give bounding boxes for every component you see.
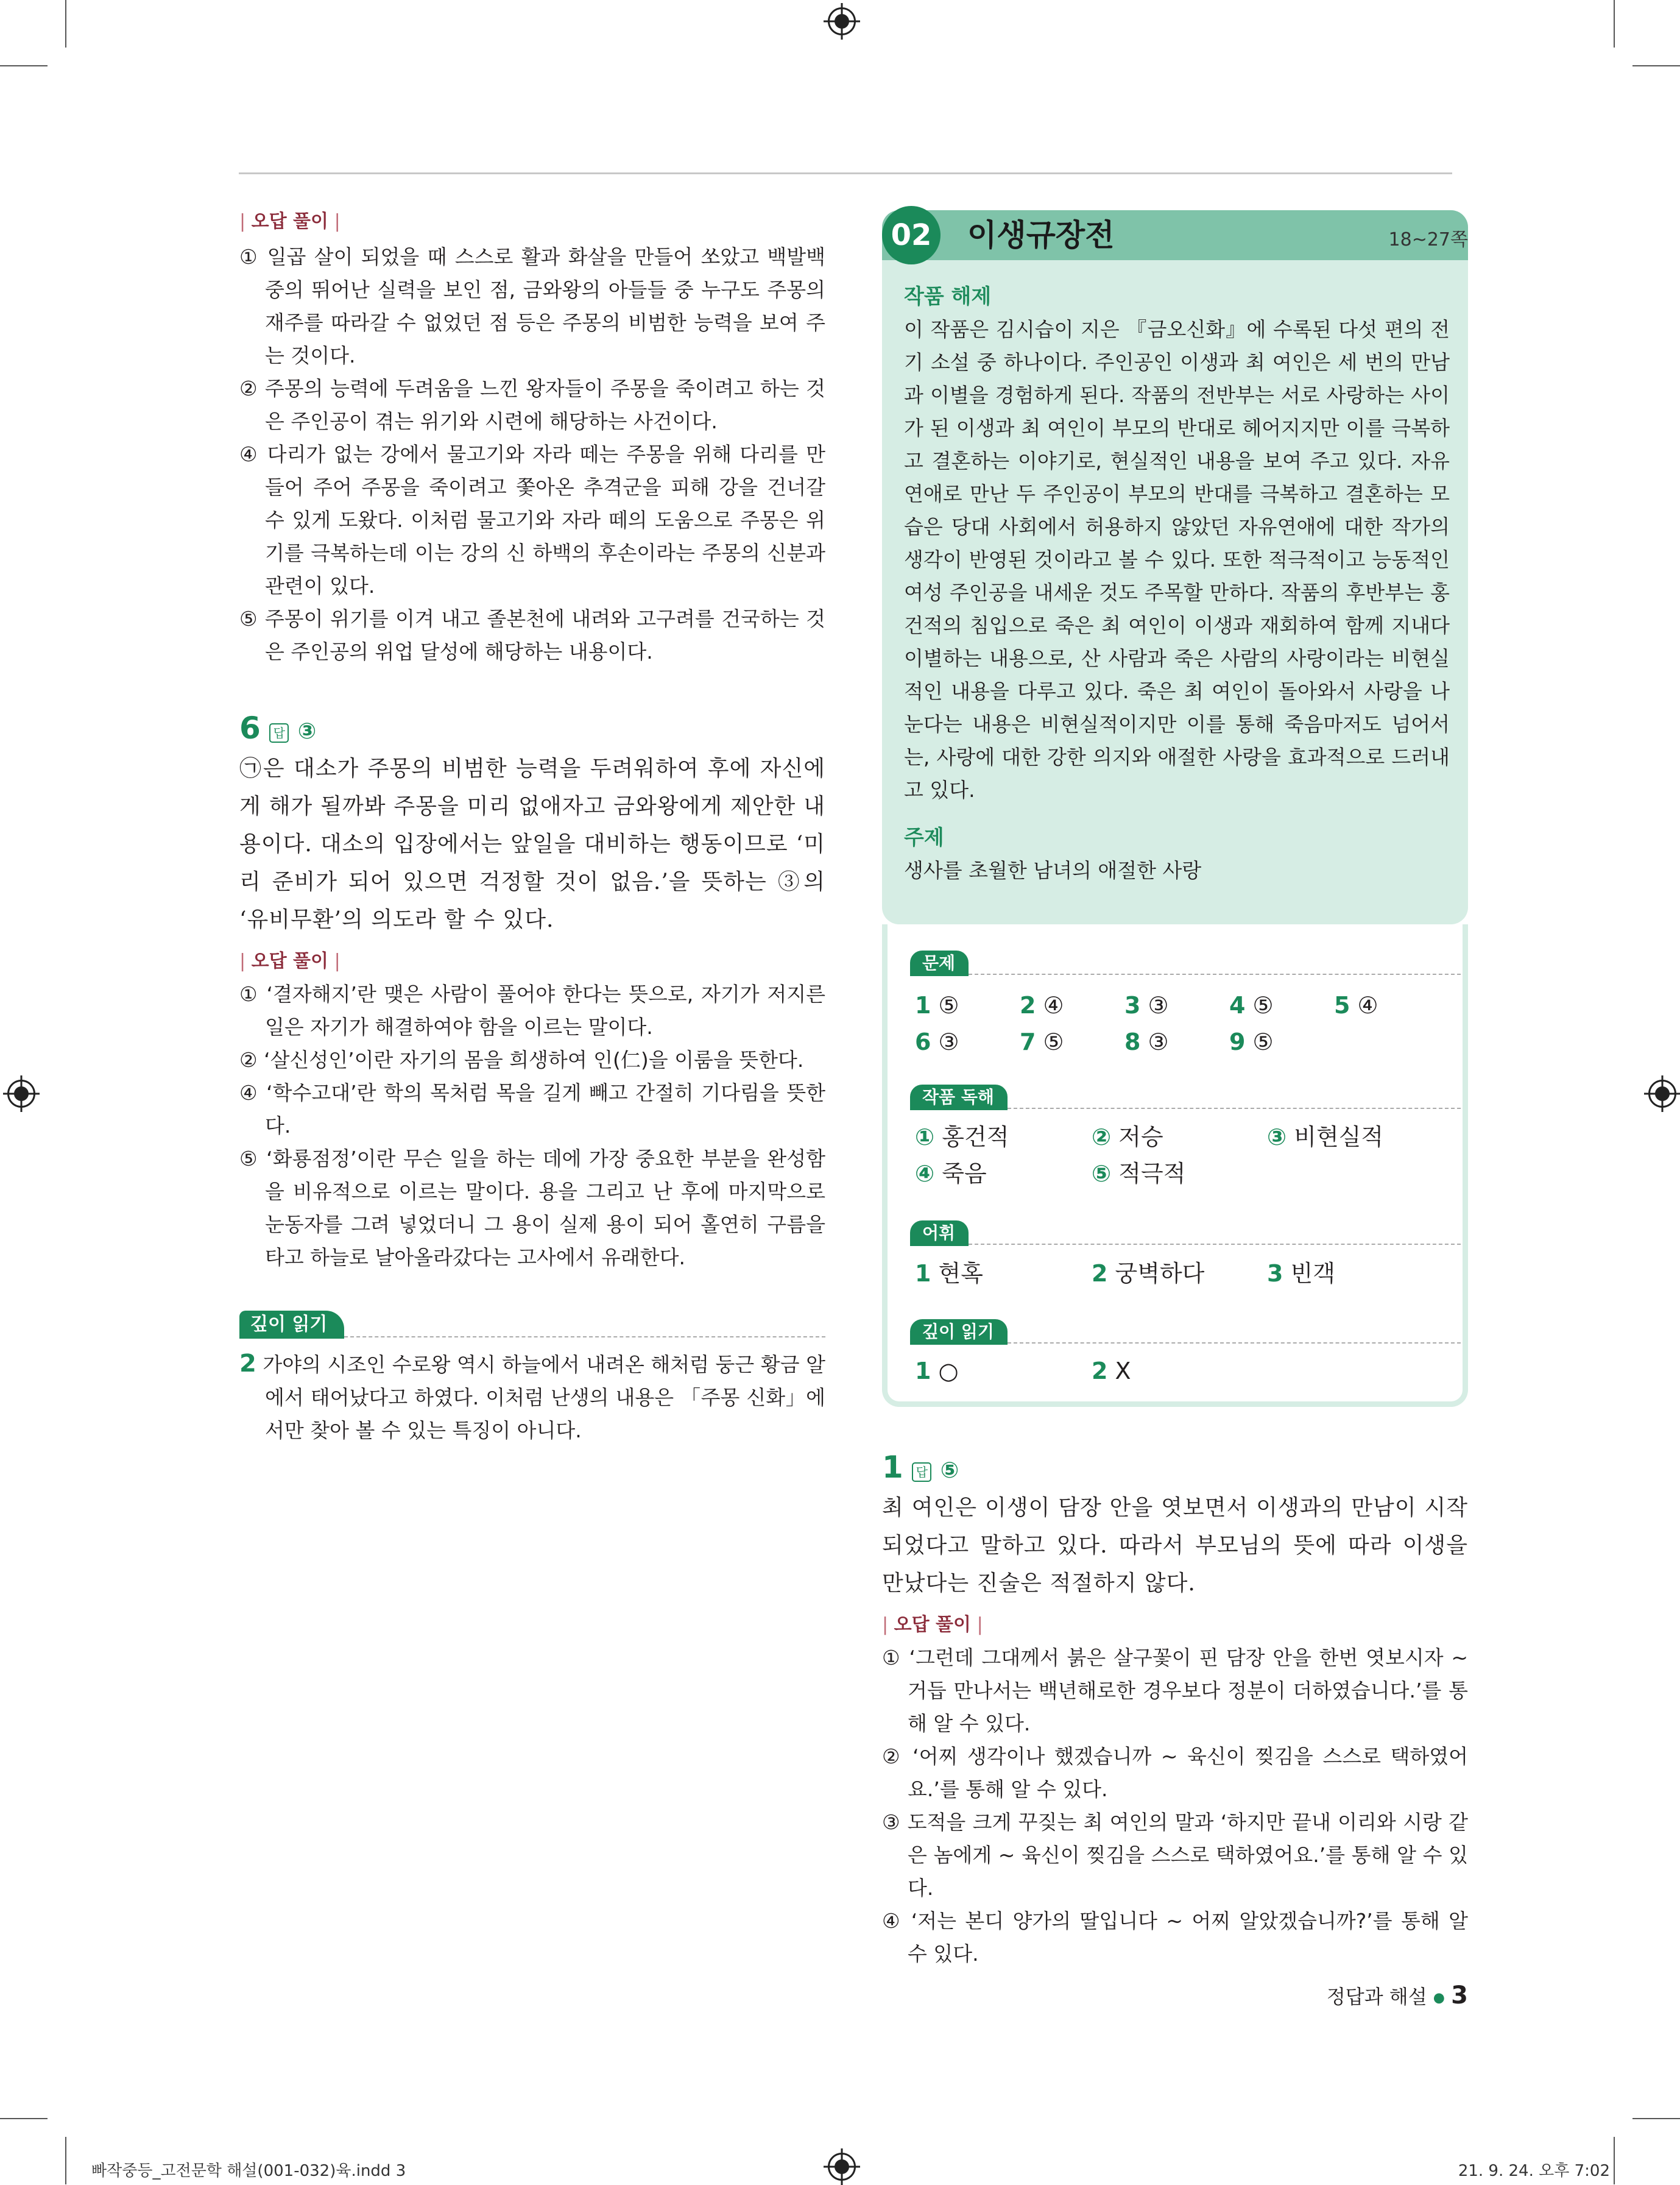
deep-reading-header xyxy=(239,1311,825,1339)
registration-mark-icon xyxy=(828,7,856,35)
list-item: ④ ‘저는 본디 양가의 딸입니다 ~ 어찌 알았겠습니까?’를 통해 알 수 있다. xyxy=(882,1909,1468,1966)
questions-header: 문제 xyxy=(910,951,1461,976)
registration-mark-icon xyxy=(828,2153,856,2181)
footer-section: 정답과 해설 xyxy=(1326,1985,1427,2008)
question-6-explanation: ㉠은 대소가 주몽의 비범한 능력을 두려워하여 후에 자신에게 해가 될까봐 주몽을 미리 없애자고 금와왕에게 제안한 내용이다. 대소의 입장에서는 앞일을 대비하는 행동이므로 ‘미리 준비가 되어 있으면 걱정할 것이 없음.’을 뜻하는 ③의 ‘유비무환’의 의도라 할 수 있다. xyxy=(239,756,825,932)
intro-section xyxy=(904,280,1450,887)
deep-header: 깊이 읽기 xyxy=(910,1319,1461,1345)
list-item: ⑤ ‘화룡점정’이란 무슨 일을 하는 데에 가장 중요한 부분을 완성함을 비유적으로 이르는 말이다. 용을 그리고 난 후에 마지막으로 눈동자를 그려 넣었더니 그 용이 실제 용이 되어 홀연히 구름을 타고 하늘로 날아올라갔다는 고사에서 유래한다. xyxy=(239,1147,825,1269)
crop-mark xyxy=(65,0,66,48)
divider xyxy=(1008,1108,1461,1109)
vocab-answers: 1 현혹 2 궁벽하다 3 빈객 xyxy=(915,1260,1335,1287)
list-item: ① ‘결자해지’란 맺은 사람이 풀어야 한다는 뜻으로, 자기가 저지른 일은 자기가 해결하여야 함을 이르는 말이다. xyxy=(239,982,825,1039)
intro-label: 작품 해제 xyxy=(904,285,992,309)
wrong-answer-tag: | 오답 풀이 | xyxy=(882,1614,983,1635)
theme-text: 생사를 초월한 남녀의 애절한 사랑 xyxy=(904,859,1202,882)
crop-mark xyxy=(0,2118,48,2119)
page-range: 18~27쪽 xyxy=(1388,229,1468,250)
list-item: ④ ‘학수고대’란 학의 목처럼 목을 길게 빼고 간절히 기다림을 뜻한다. xyxy=(239,1081,825,1138)
question-1-explanation: 최 여인은 이생이 담장 안을 엿보면서 이생과의 만남이 시작되었다고 말하고 있다. 따라서 부모님의 뜻에 따라 이생을 만났다는 진술은 적절하지 않다. xyxy=(882,1495,1468,1596)
crop-mark xyxy=(1632,2118,1680,2119)
list-item: ① ‘그런데 그대께서 붉은 살구꽃이 핀 담장 안을 한번 엿보시자 ~ 거듭 만나서는 백년해로한 경우보다 정분이 더하였습니다.’를 통해 알 수 있다. xyxy=(882,1646,1468,1735)
divider xyxy=(1008,1342,1461,1344)
divider xyxy=(969,974,1461,975)
wrong-answer-tag: | 오답 풀이 | xyxy=(239,211,341,232)
question-1-section xyxy=(882,1449,1468,1971)
print-date: 21. 9. 24. 오후 7:02 xyxy=(1458,2162,1610,2180)
header-rule xyxy=(239,172,1452,174)
registration-mark-icon xyxy=(7,1080,35,1108)
crop-mark xyxy=(1614,0,1615,48)
list-item: ② ‘살신성인’이란 자기의 몸을 희생하여 인(仁)을 이룸을 뜻한다. xyxy=(239,1048,804,1072)
page-number: 3 xyxy=(1451,1981,1468,2010)
vocab-header: 어휘 xyxy=(910,1220,1461,1246)
list-item: ② ‘어찌 생각이나 했겠습니까 ~ 육신이 찢김을 스스로 택하였어요.’를 통해 알 수 있다. xyxy=(882,1744,1468,1801)
work-number-badge: 02 xyxy=(882,206,941,264)
crop-mark xyxy=(1614,2137,1615,2184)
theme-label: 주제 xyxy=(904,826,944,850)
crop-mark xyxy=(1632,65,1680,66)
left-column xyxy=(239,205,825,1447)
deep-reading-item: 2 가야의 시조인 수로왕 역시 하늘에서 내려온 해처럼 둥근 황금 알에서 태어났다고 하였다. 이처럼 난생의 내용은 「주몽 신화」에서만 찾아 볼 수 있는 특징이 아니다. xyxy=(239,1350,825,1442)
list-item: ② 주몽의 능력에 두려움을 느낀 왕자들이 주몽을 죽이려고 하는 것은 주인공이 겪는 위기와 시련에 해당하는 사건이다. xyxy=(239,377,825,433)
reading-header: 작품 독해 xyxy=(910,1085,1461,1110)
divider xyxy=(344,1336,825,1337)
list-item: ③ 도적을 크게 꾸짖는 최 여인의 말과 ‘하지만 끝내 이리와 시랑 같은 놈에게 ~ 육신이 찢김을 스스로 택하였어요.’를 통해 알 수 있다. xyxy=(882,1810,1468,1900)
work-title: 이생규장전 xyxy=(967,218,1115,253)
divider xyxy=(969,1244,1461,1245)
list-item: ① 일곱 살이 되었을 때 스스로 활과 화살을 만들어 쏘았고 백발백중의 뛰어난 실력을 보인 점, 금와왕의 아들들 중 누구도 주몽의 재주를 따라갈 수 없었던 점 등은 주몽의 비범한 능력을 보여 주는 것이다. xyxy=(239,245,825,367)
bullet-icon: ● xyxy=(1433,1990,1445,2006)
list-item: ④ 다리가 없는 강에서 물고기와 자라 떼는 주몽을 위해 다리를 만들어 주어 주몽을 죽이려고 쫓아온 추격군을 피해 강을 건너갈 수 있게 도왔다. 이처럼 물고기와 자라 떼의 도움으로 주몽은 위기를 극복하는데 이는 강의 신 하백의 후손이라는 주몽의 신분과 관련이 있다. xyxy=(239,442,825,598)
crop-mark xyxy=(0,65,48,66)
deep-answers: 1 ○ 2 X xyxy=(915,1358,1131,1384)
list-item: ⑤ 주몽이 위기를 이겨 내고 졸본천에 내려와 고구려를 건국하는 것은 주인공의 위업 달성에 해당하는 내용이다. xyxy=(239,607,825,664)
registration-mark-icon xyxy=(1648,1080,1676,1108)
page-footer xyxy=(1327,1981,1468,2010)
wrong-answer-tag: | 오답 풀이 | xyxy=(239,951,341,972)
file-name: 빠작중등_고전문학 해설(001-032)육.indd 3 xyxy=(91,2162,406,2180)
intro-text: 이 작품은 김시습이 지은 『금오신화』에 수록된 다섯 편의 전기 소설 중 하나이다. 주인공인 이생과 최 여인은 세 번의 만남과 이별을 경험하게 된다. 작품의 전반부는 서로 사랑하는 사이가 된 이생과 최 여인이 부모의 반대로 헤어지지만 이를 극복하고 결혼하는 이야기로, 현실적인 내용을 보여 주고 있다. 자유연애로 만난 두 주인공이 부모의 반대를 극복하고 결혼하는 모습은 당대 사회에서 허용하지 않았던 자유연애에 대한 작가의 생각이 반영된 것이라고 볼 수 있다. 또한 적극적이고 능동적인 여성 주인공을 내세운 것도 주목할 만하다. 작품의 후반부는 홍건적의 침입으로 죽은 최 여인이 이생과 재회하여 함께 지내다 이별하는 내용으로, 산 사람과 죽은 사람의 사랑이라는 비현실적인 내용을 다루고 있다. 죽은 최 여인이 돌아와서 사랑을 나눈다는 내용은 비현실적이지만 이를 통해 죽음마저도 넘어서는, 사랑에 대한 강한 의지와 애절한 사랑을 효과적으로 드러내고 있다. xyxy=(904,317,1450,802)
question-1-header: 1 답 ⑤ xyxy=(882,1450,959,1485)
answer-mark: 답 xyxy=(912,1462,931,1482)
deep-reading-label: 깊이 읽기 xyxy=(239,1311,344,1339)
questions-answers: 1 ⑤ 2 ④ 3 ③ 4 ⑤ 5 ④ 6 ③ 7 ⑤ 8 ③ 9 ⑤ xyxy=(915,992,1378,1055)
question-6-header: 6 답 ③ xyxy=(239,710,317,746)
answer-mark: 답 xyxy=(269,723,289,743)
crop-mark xyxy=(65,2137,66,2184)
reading-answers: ① 홍건적 ② 저승 ③ 비현실적 ④ 죽음 ⑤ 적극적 xyxy=(915,1124,1384,1187)
